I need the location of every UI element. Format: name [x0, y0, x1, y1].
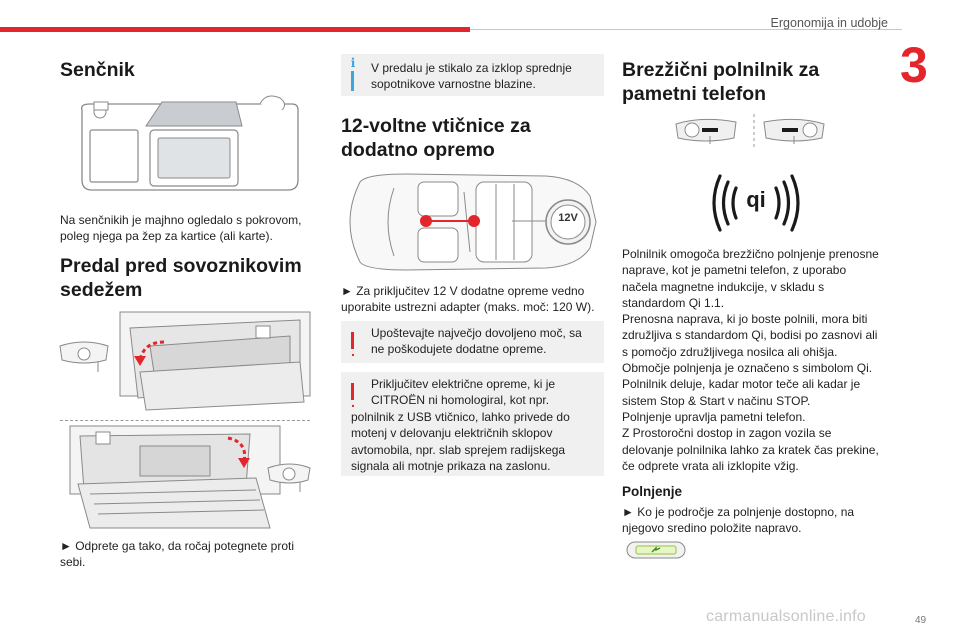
sockets-title-line2: dodatno opremo	[341, 139, 495, 161]
dashboard-lhd-rhd-icons	[672, 112, 842, 150]
warning-icon-1: .	[351, 343, 355, 359]
sun-visor-illustration	[70, 96, 302, 196]
glovebox-title-line2: sedežem	[60, 279, 143, 301]
glovebox-title-line1: Predal pred sovoznikovim	[60, 255, 302, 277]
charging-pad-icon	[626, 540, 686, 560]
charger-title-line1: Brezžični polnilnik za	[622, 59, 820, 81]
info-box-text: V predalu je stikalo za izklop sprednje sopotnikove varnostne blazine.	[371, 61, 572, 92]
chapter-number: 3	[900, 37, 928, 93]
warning-box-1	[341, 321, 604, 363]
charging-text: ► Ko je področje za polnjenje dostopno, na njegovo sredino položite napravo.	[622, 505, 855, 536]
page-number: 49	[915, 615, 927, 626]
info-icon: i	[350, 56, 356, 70]
watermark: carmanualsonline.info	[706, 608, 866, 625]
chapter-title: Ergonomija in udobje	[770, 16, 888, 30]
charger-text: Polnilnik omogoča brezžično polnjenje prenosne naprave, kot je pametni telefon, z uporabo načela magnetne indukcije, v skladu s standardom Qi 1.1. Prenosna naprava, ki jo boste polnili, mora biti združljiva s standardom Qi, bodisi po zasnovi ali s pomočjo združljivega nosilca ali ohišja. Območje polnjenja je označeno s simbolom Qi. Polnilnik deluje, kadar motor teče ali kadar je sistem Stop & Start v načinu STOP. Polnjenje upravlja pametni telefon. Z Prostoročni dostop in zagon vozila se delovanje polnilnika lahko za kratek čas prekine, če odprete vrata ali izklopite vžig.	[622, 247, 879, 473]
qi-logo: qi	[746, 187, 766, 212]
charger-title-line2: pametni telefon	[622, 83, 767, 105]
sockets-text: ► Za priključitev 12 V dodatne opreme vedno uporabite ustrezni adapter (maks. moč: 120 W).	[341, 284, 595, 315]
warning-2-text-first: Priključitev električne opreme, ki je CITROËN ni homologiral, kot npr.	[371, 377, 556, 408]
socket-badge: 12V	[558, 212, 578, 224]
warning-box-2	[341, 372, 604, 476]
sockets-title-line1: 12-voltne vtičnice za	[341, 115, 531, 137]
charging-subtitle: Polnjenje	[622, 484, 683, 499]
warning-2-text-rest: polnilnik z USB vtičnico, lahko privede do motenj v delovanju električnih sklopov avtomobila, npr. slab sprejem radijskega signala ali motnje prikaza na zaslonu.	[351, 410, 570, 473]
visor-text: Na senčnikih je majhno ogledalo s pokrovom, poleg njega pa žep za kartice (ali karte).	[60, 213, 302, 244]
warning-1-text: Upoštevajte največjo dovoljeno moč, sa ne poškodujete dodatne opreme.	[371, 326, 582, 357]
header-accent-bar	[0, 27, 470, 32]
illustration-divider	[60, 420, 310, 421]
warning-icon-2: .	[351, 394, 355, 410]
info-box	[341, 54, 604, 96]
visor-title: Senčnik	[60, 59, 135, 81]
glovebox-open-illustration	[60, 424, 310, 530]
info-bar	[351, 71, 354, 91]
glovebox-text: ► Odprete ga tako, da ročaj potegnete proti sebi.	[60, 539, 295, 570]
glovebox-closed-illustration	[60, 306, 310, 416]
